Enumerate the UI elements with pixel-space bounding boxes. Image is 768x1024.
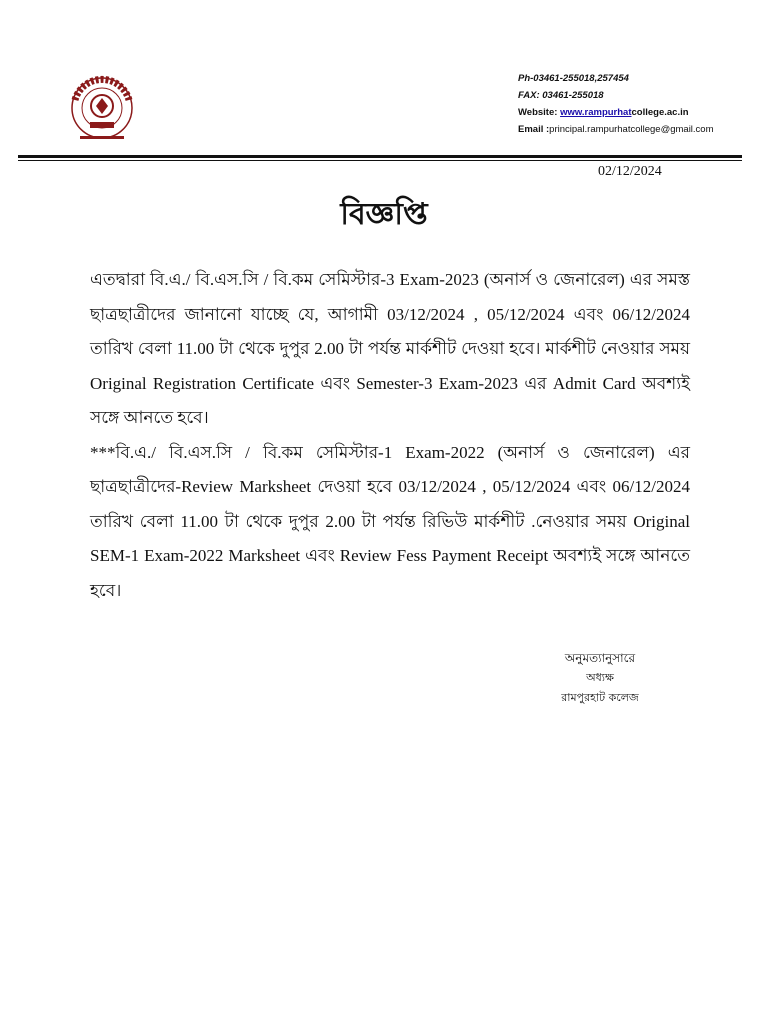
website-link[interactable]: www.rampurhat bbox=[560, 107, 632, 118]
website-domain: college.ac.in bbox=[631, 107, 689, 118]
signature-authorization: অনুমত্যানুসারে bbox=[564, 651, 636, 665]
header-divider-thick bbox=[18, 155, 742, 158]
email-row bbox=[518, 121, 714, 138]
website-label: Website: bbox=[518, 107, 561, 118]
notice-paragraph-1: এতদ্বারা বি.এ./ বি.এস.সি / বি.কম সেমিস্টার-3 Exam-2023 (অনার্স ও জেনারেল) এর সমস্ত ছাত্রছাত্রীদের জানানো যাচ্ছে যে, আগামী 03/12/2024 , 05/12/2024 এবং 06/12/2024 তারিখ বেলা 11.00 টা থেকে দুপুর 2.00 টা পর্যন্ত মার্কশীট দেওয়া হবে। মার্কশীট নেওয়ার সময় Original Registration Certificate এবং Semester-3 Exam-2023 এর Admit Card অবশ্যই সঙ্গে আনতে হবে। bbox=[90, 270, 690, 427]
signature-institution: রামপুরহাট কলেজ bbox=[561, 691, 639, 704]
signature-block bbox=[520, 648, 680, 708]
email-label: Email : bbox=[518, 124, 550, 135]
fax-number: FAX: 03461-255018 bbox=[518, 90, 604, 101]
signature-title: অধ্যক্ষ bbox=[586, 671, 614, 684]
header-divider-thin bbox=[18, 160, 742, 161]
website-row bbox=[518, 104, 714, 121]
email-address: principal.rampurhatcollege@gmail.com bbox=[549, 124, 714, 135]
notice-date: 02/12/2024 bbox=[598, 164, 662, 179]
notice-body bbox=[90, 263, 690, 608]
contact-block bbox=[518, 70, 714, 138]
notice-title: বিজ্ঞপ্তি bbox=[340, 197, 428, 232]
phone-number: Ph-03461-255018,257454 bbox=[518, 73, 629, 84]
college-logo bbox=[62, 70, 142, 150]
notice-paragraph-2: ***বি.এ./ বি.এস.সি / বি.কম সেমিস্টার-1 Exam-2022 (অনার্স ও জেনারেল) এর ছাত্রছাত্রীদের-Review Marksheet দেওয়া হবে 03/12/2024 , 05/12/2024 এবং 06/12/2024 তারিখ বেলা 11.00 টা থেকে দুপুর 2.00 টা পর্যন্ত রিভিউ মার্কশীট .নেওয়ার সময় Original SEM-1 Exam-2022 Marksheet এবং Review Fess Payment Receipt অবশ্যই সঙ্গে আনতে হবে। bbox=[90, 442, 690, 600]
